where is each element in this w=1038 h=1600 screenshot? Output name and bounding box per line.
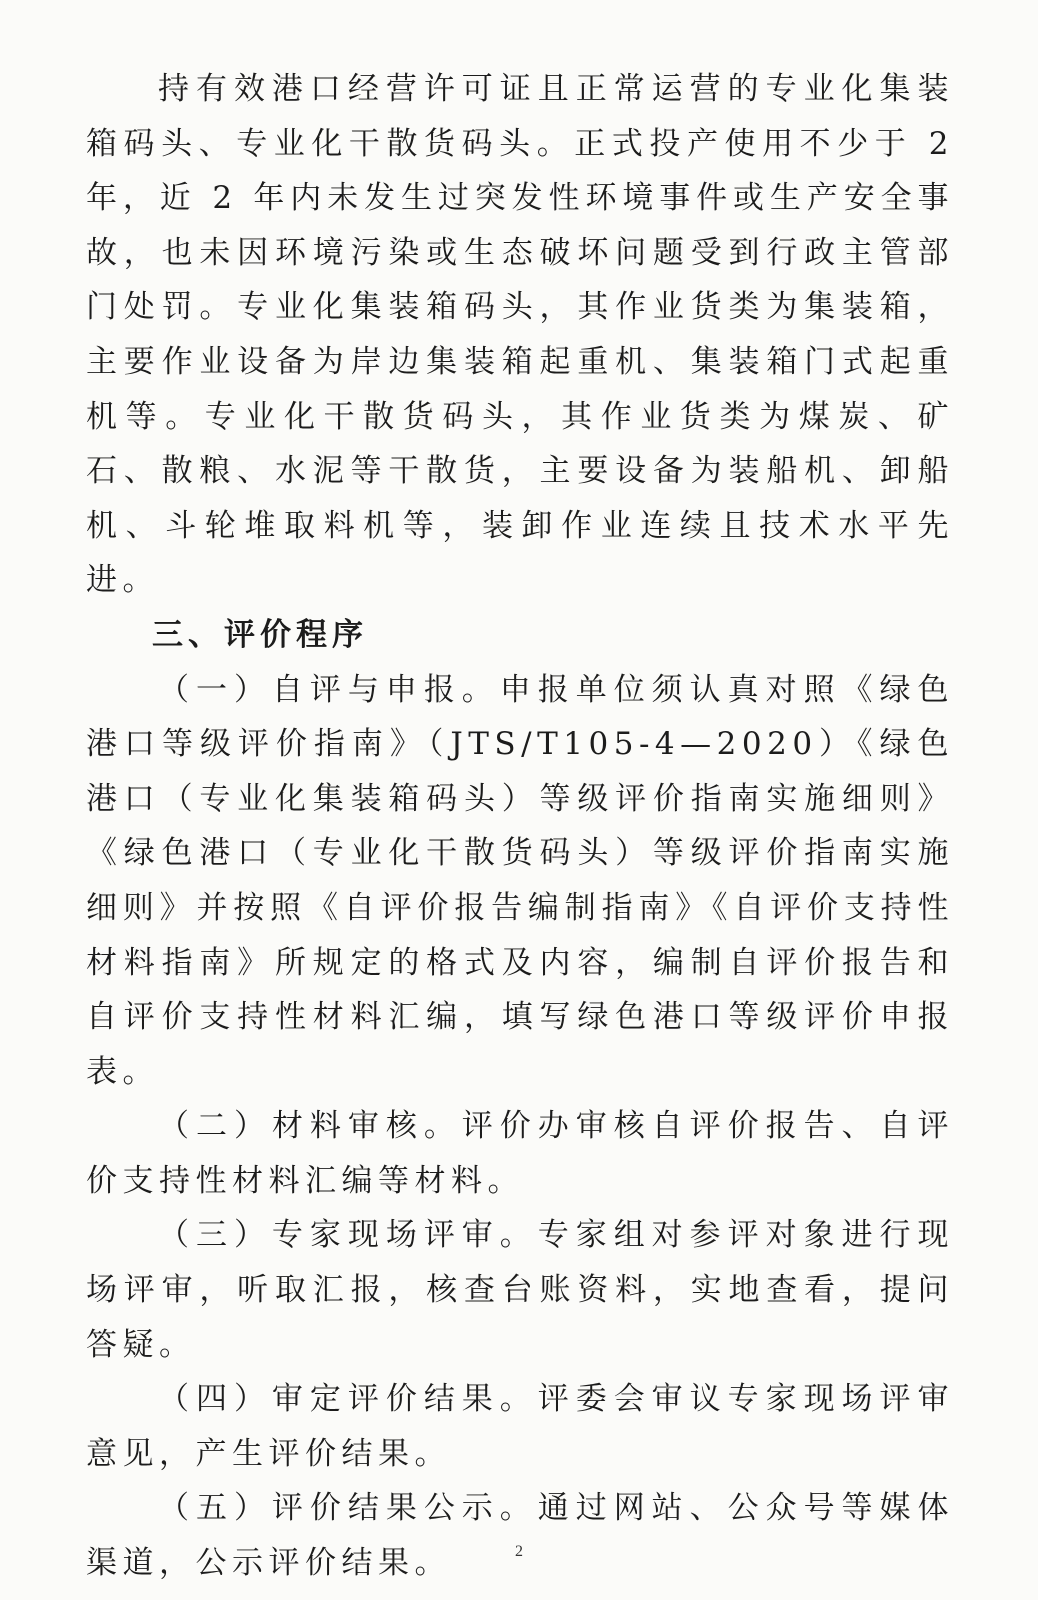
procedure-step-2: （二）材料审核。评价办审核自评价报告、自评价支持性材料汇编等材料。 [86,1108,954,1199]
procedure-step-3: （三）专家现场评审。专家组对参评对象进行现场评审，听取汇报，核查台账资料，实地查看，提问答疑。 [86,1217,954,1363]
document-body [86,62,954,1591]
procedure-step-4: （四）审定评价结果。评委会审议专家现场评审意见，产生评价结果。 [86,1381,954,1472]
section-heading: 三、评价程序 [152,616,368,653]
eligibility-paragraph: 持有效港口经营许可证且正常运营的专业化集装箱码头、专业化干散货码头。正式投产使用不少于 2 年，近 2 年内未发生过突发性环境事件或生产安全事故，也未因环境污染或生态破坏问题受到行政主管部门处罚。专业化集装箱码头，其作业货类为集装箱，主要作业设备为岸边集装箱起重机、集装箱门式起重机等。专业化干散货码头，其作业货类为煤炭、矿石、散粮、水泥等干散货，主要设备为装船机、卸船机、斗轮堆取料机等，装卸作业连续且技术水平先进。 [86,71,954,599]
procedure-step-5: （五）评价结果公示。通过网站、公众号等媒体渠道，公示评价结果。 [86,1490,954,1582]
page-number: 2 [515,1543,523,1560]
procedure-step-1: （一）自评与申报。申报单位须认真对照《绿色港口等级评价指南》（JTS/T105-4—2020）《绿色港口（专业化集装箱码头）等级评价指南实施细则》《绿色港口（专业化干散货码头）等级评价指南实施细则》并按照《自评价报告编制指南》《自评价支持性材料指南》所规定的格式及内容，编制自评价报告和自评价支持性材料汇编，填写绿色港口等级评价申报表。 [86,671,954,1090]
